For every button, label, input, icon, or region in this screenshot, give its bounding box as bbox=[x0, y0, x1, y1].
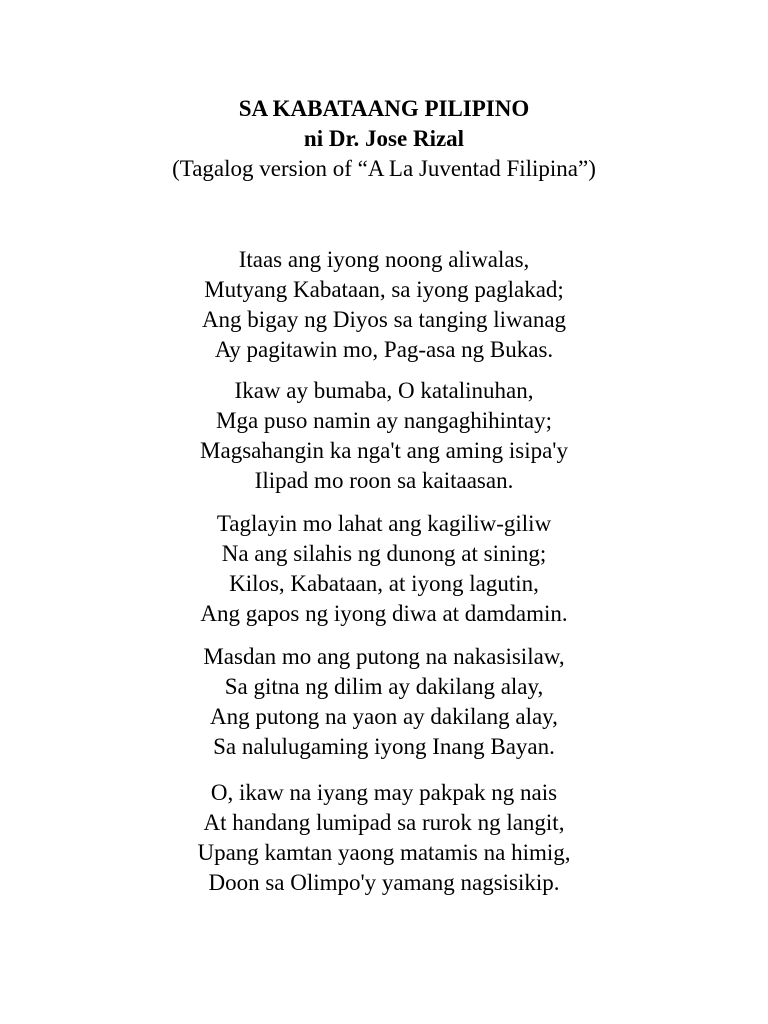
stanza-4 bbox=[0, 642, 768, 762]
stanza-line: Itaas ang iyong noong aliwalas, bbox=[238, 247, 530, 272]
stanza-line: Taglayin mo lahat ang kagiliw-giliw bbox=[216, 511, 552, 536]
poem-subtitle: (Tagalog version of “A La Juventad Filipina”) bbox=[172, 156, 596, 181]
stanza-line: Kilos, Kabataan, at iyong lagutin, bbox=[229, 571, 539, 596]
stanza-line: Ang bigay ng Diyos sa tanging liwanag bbox=[201, 307, 567, 332]
stanza-3 bbox=[0, 509, 768, 629]
stanza-line: O, ikaw na iyang may pakpak ng nais bbox=[210, 780, 558, 805]
stanza-5 bbox=[0, 778, 768, 898]
stanza-line: Ang putong na yaon ay dakilang alay, bbox=[210, 704, 558, 729]
stanza-line: Ilipad mo roon sa kaitaasan. bbox=[254, 468, 514, 493]
stanza-line: Mutyang Kabataan, sa iyong paglakad; bbox=[204, 277, 564, 302]
stanza-2 bbox=[0, 376, 768, 496]
stanza-line: Ay pagitawin mo, Pag-asa ng Bukas. bbox=[214, 337, 554, 362]
poem-title: SA KABATAANG PILIPINO bbox=[238, 96, 530, 121]
stanza-line: Upang kamtan yaong matamis na himig, bbox=[197, 840, 571, 865]
stanza-line: At handang lumipad sa rurok ng langit, bbox=[203, 810, 565, 835]
stanza-line: Magsahangin ka nga't ang aming isipa'y bbox=[200, 438, 568, 463]
stanza-line: Mga puso namin ay nangaghihintay; bbox=[216, 408, 552, 433]
stanza-line: Sa gitna ng dilim ay dakilang alay, bbox=[224, 674, 544, 699]
stanza-line: Sa nalulugaming iyong Inang Bayan. bbox=[213, 734, 555, 759]
stanza-line: Masdan mo ang putong na nakasisilaw, bbox=[203, 644, 565, 669]
stanza-line: Ang gapos ng iyong diwa at damdamin. bbox=[200, 601, 568, 626]
poem-author: ni Dr. Jose Rizal bbox=[303, 126, 465, 151]
stanza-line: Na ang silahis ng dunong at sining; bbox=[221, 541, 547, 566]
stanza-line: Doon sa Olimpo'y yamang nagsisikip. bbox=[208, 870, 560, 895]
stanza-1 bbox=[0, 245, 768, 365]
stanza-line: Ikaw ay bumaba, O katalinuhan, bbox=[234, 378, 534, 403]
